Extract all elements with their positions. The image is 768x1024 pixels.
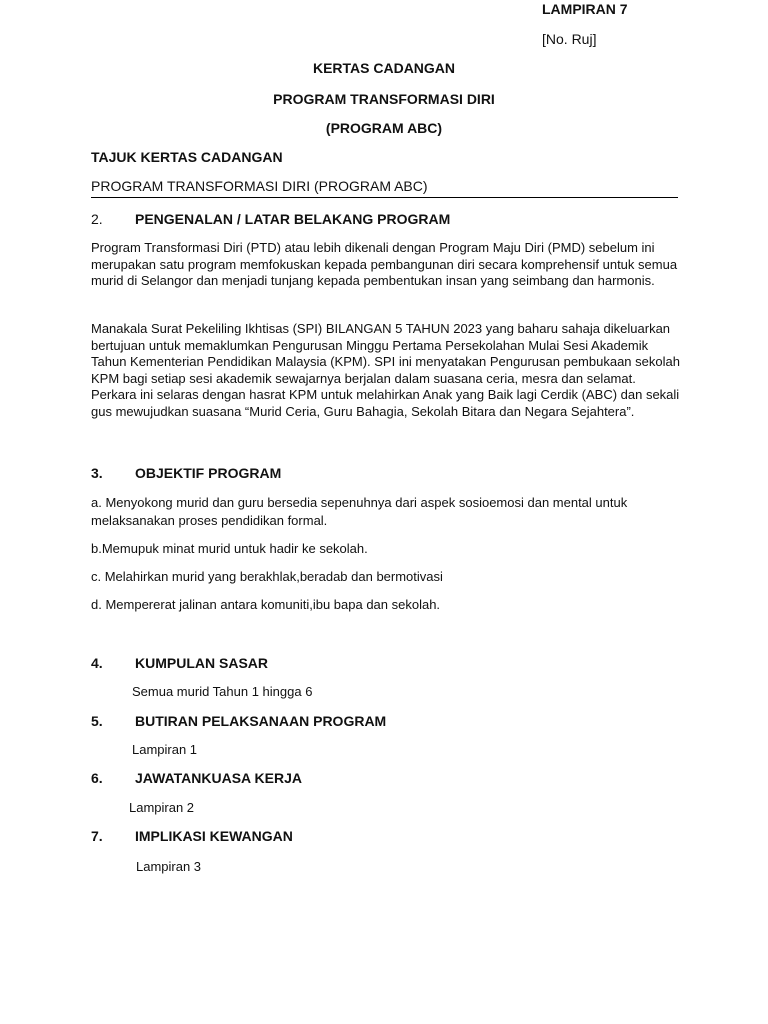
objective-item: a. Menyokong murid dan guru bersedia sepenuhnya dari aspek sosioemosi dan mental untuk melaksanakan proses pendidikan formal.	[91, 495, 628, 528]
objective-item: d. Mempererat jalinan antara komuniti,ibu bapa dan sekolah.	[91, 597, 441, 612]
section-6-number: 6.	[91, 770, 103, 786]
reference-number: [No. Ruj]	[542, 31, 597, 47]
section-5-value: Lampiran 1	[132, 742, 198, 757]
title-line-3: (PROGRAM ABC)	[325, 120, 443, 136]
section-3-title: OBJEKTIF PROGRAM	[135, 465, 282, 481]
section-4-number: 4.	[91, 655, 103, 671]
section-2-number: 2.	[91, 211, 103, 227]
divider-line	[91, 197, 678, 198]
section-5-title: BUTIRAN PELAKSANAAN PROGRAM	[135, 713, 387, 729]
section-2-paragraph-1	[91, 240, 681, 290]
title-line-2: PROGRAM TRANSFORMASI DIRI	[273, 91, 495, 107]
section-6-title: JAWATANKUASA KERJA	[135, 770, 302, 786]
tajuk-label: TAJUK KERTAS CADANGAN	[91, 149, 283, 165]
section-7-number: 7.	[91, 828, 103, 844]
title-line-1: KERTAS CADANGAN	[312, 60, 456, 76]
paragraph-text: Program Transformasi Diri (PTD) atau lebih dikenali dengan Program Maju Diri (PMD) sebelum ini merupakan satu program memfokuskan kepada pembangunan diri secara komprehensif untuk semua murid di Selangor dan menjadi tunjang kepada pembentukan insan yang seimbang dan harmonis.	[91, 240, 678, 288]
paragraph-text: Manakala Surat Pekeliling Ikhtisas (SPI) BILANGAN 5 TAHUN 2023 yang baharu sahaja dikeluarkan bertujuan untuk memaklumkan Pengurusan Minggu Pertama Persekolahan Mulai Sesi Akademik Tahun Kementerian Pendidikan Malaysia (KPM). SPI ini menyatakan Pengurusan pembukaan sekolah KPM bagi setiap sesi akademik sewajarnya berjalan dalam suasana ceria, mesra dan selamat. Perkara ini selaras dengan hasrat KPM untuk melahirkan Anak yang Baik lagi Cerdik (ABC) dan sekali gus mewujudkan suasana “Murid Ceria, Guru Bahagia, Sekolah Bitara dan Negara Sejahtera”.	[91, 321, 680, 419]
section-7-title: IMPLIKASI KEWANGAN	[135, 828, 293, 844]
section-4-value: Semua murid Tahun 1 hingga 6	[132, 684, 313, 699]
section-7-value: Lampiran 3	[136, 859, 202, 874]
section-5-number: 5.	[91, 713, 103, 729]
section-6-value: Lampiran 2	[129, 800, 195, 815]
objective-item: c. Melahirkan murid yang berakhlak,beradab dan bermotivasi	[91, 569, 443, 584]
objective-item: b.Memupuk minat murid untuk hadir ke sekolah.	[91, 541, 368, 556]
section-2-paragraph-2	[91, 321, 681, 420]
section-2-title: PENGENALAN / LATAR BELAKANG PROGRAM	[135, 211, 451, 227]
section-3-number: 3.	[91, 465, 103, 481]
tajuk-value: PROGRAM TRANSFORMASI DIRI (PROGRAM ABC)	[91, 178, 428, 194]
section-4-title: KUMPULAN SASAR	[135, 655, 268, 671]
lampiran-label: LAMPIRAN 7	[542, 1, 628, 17]
